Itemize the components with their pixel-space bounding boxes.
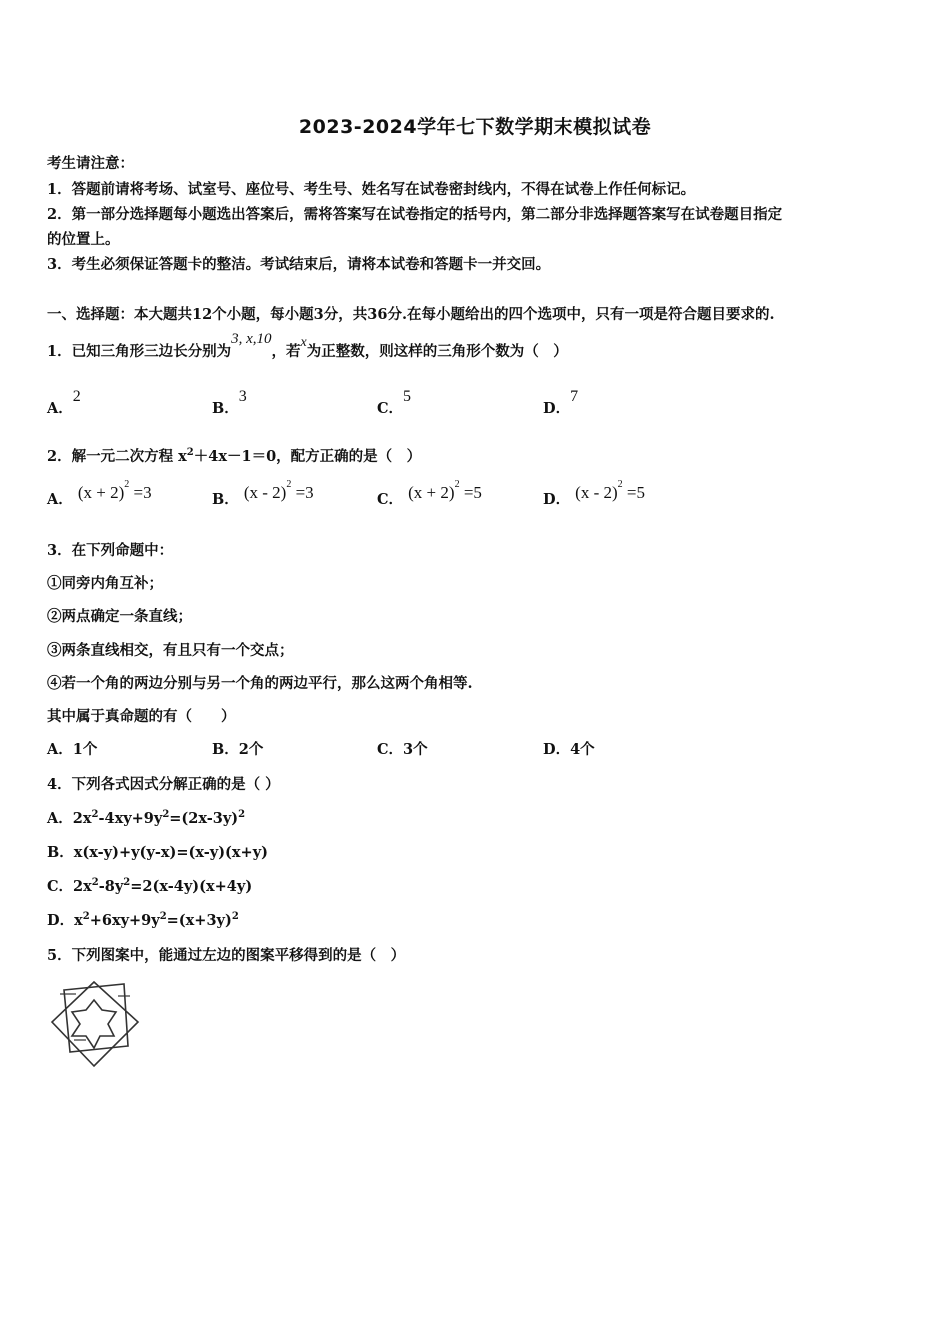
q2-option-b-exp: 2 xyxy=(286,479,292,491)
notice-item-3: 3．考生必须保证答题卡的整洁。考试结束后，请将本试卷和答题卡一并交回。 xyxy=(47,256,551,273)
q4-option-c-label: C． xyxy=(47,878,74,895)
q4-a-part: -4xy+9y xyxy=(98,810,163,827)
q1-prefix: 1．已知三角形三边长分别为 xyxy=(47,343,232,360)
q3-option-d-label: D． xyxy=(543,741,571,758)
q3-option-d-value: 4个 xyxy=(570,741,595,758)
q3-option-c-value: 3个 xyxy=(403,741,428,758)
q4-d-exp: 2 xyxy=(231,911,239,923)
q3-option-d[interactable] xyxy=(543,738,595,759)
q4-option-d-label: D． xyxy=(47,912,75,929)
q2-option-c[interactable] xyxy=(377,479,482,508)
q2-option-d-label: D． xyxy=(543,491,571,508)
q1-var: x xyxy=(300,335,307,350)
q2-option-a-label: A． xyxy=(47,491,73,508)
q3-option-a-value: 1个 xyxy=(72,741,98,758)
q2-option-b[interactable] xyxy=(212,479,314,508)
q4-option-a[interactable] xyxy=(47,807,245,828)
q2-option-c-label: C． xyxy=(377,491,404,508)
q4-d-part: x xyxy=(74,912,83,929)
section-heading: 一、选择题：本大题共12个小题，每小题3分，共36分.在每小题给出的四个选项中，只有一项是符合题目要求的. xyxy=(47,306,775,323)
q4-a-exp: 2 xyxy=(91,809,99,821)
q4-c-part: =2(x-4y)(x+4y) xyxy=(130,878,253,895)
q4-a-part: =(2x-3y) xyxy=(169,810,239,827)
q1-option-c[interactable] xyxy=(377,385,412,417)
q2-option-c-base: (x + 2) xyxy=(408,483,455,502)
q2-option-c-eq xyxy=(408,479,482,502)
q2-stem-exp: 2 xyxy=(186,447,194,459)
q2-option-a-base: (x + 2) xyxy=(77,483,125,502)
q4-a-exp: 2 xyxy=(238,809,246,821)
q3-option-b[interactable] xyxy=(212,738,263,759)
figure-inner-star xyxy=(72,1000,116,1048)
q4-d-exp: 2 xyxy=(82,911,90,923)
question-2-stem xyxy=(47,445,421,466)
q1-suffix: 为正整数，则这样的三角形个数为（ ） xyxy=(306,343,568,360)
q2-option-d-exp: 2 xyxy=(617,479,623,491)
q3-option-c[interactable] xyxy=(377,738,428,759)
q2-option-d[interactable] xyxy=(543,479,645,508)
q2-option-d-eq xyxy=(575,479,645,502)
star-pattern-figure xyxy=(46,976,146,1072)
q1-option-b[interactable] xyxy=(212,385,247,417)
q2-option-b-base: (x - 2) xyxy=(243,483,287,502)
q1-option-b-value: 3 xyxy=(238,388,247,405)
q3-option-a-label: A． xyxy=(47,741,73,758)
q1-mid: ，若 xyxy=(271,343,301,360)
q2-option-a-exp: 2 xyxy=(124,479,130,491)
q4-c-part: 2x xyxy=(73,878,92,895)
q2-option-b-rhs: =3 xyxy=(291,483,314,502)
notice-heading: 考生请注意： xyxy=(47,155,134,172)
q4-b-part: x(x-y)+y(y-x)=(x-y)(x+y) xyxy=(73,844,268,861)
q3-prop-4: ④若一个角的两边分别与另一个角的两边平行，那么这两个角相等. xyxy=(47,675,473,692)
q4-option-d[interactable] xyxy=(47,909,239,930)
q1-option-d-label: D． xyxy=(543,400,571,417)
q4-c-part: -8y xyxy=(98,878,124,895)
notice-item-2: 2．第一部分选择题每小题选出答案后，需将答案写在试卷指定的括号内，第二部分非选择题答案写在试卷题目指定 xyxy=(47,206,783,223)
q1-option-d-value: 7 xyxy=(570,388,579,405)
q3-prop-2: ②两点确定一条直线； xyxy=(47,608,192,625)
q4-option-b-label: B． xyxy=(47,844,74,861)
q4-a-part: 2x xyxy=(72,810,92,827)
q3-option-a[interactable] xyxy=(47,738,97,759)
notice-item-1: 1．答题前请将考场、试室号、座位号、考生号、姓名写在试卷密封线内，不得在试卷上作任何标记。 xyxy=(47,181,696,198)
q2-stem-prefix: 2．解一元二次方程 x xyxy=(47,448,187,465)
q3-option-b-value: 2个 xyxy=(238,741,264,758)
q3-question: 其中属于真命题的有（ ） xyxy=(47,708,236,725)
q4-d-part: +6xy+9y xyxy=(89,912,160,929)
q2-option-c-exp: 2 xyxy=(454,479,460,491)
question-3-stem: 3．在下列命题中： xyxy=(47,542,174,559)
question-5-stem: 5．下列图案中，能通过左边的图案平移得到的是（ ） xyxy=(47,947,406,964)
question-4-stem: 4．下列各式因式分解正确的是（ ） xyxy=(47,776,280,793)
q2-option-a-eq xyxy=(77,479,152,502)
q1-option-a[interactable] xyxy=(47,385,81,417)
q1-option-a-label: A． xyxy=(47,400,73,417)
q2-option-a[interactable] xyxy=(47,479,152,508)
q4-option-b[interactable] xyxy=(47,841,268,862)
q1-option-a-value: 2 xyxy=(72,388,81,405)
question-1-stem xyxy=(47,331,568,361)
q4-d-exp: 2 xyxy=(159,911,167,923)
q3-option-b-label: B． xyxy=(212,741,239,758)
q3-option-c-label: C． xyxy=(377,741,404,758)
q4-option-a-label: A． xyxy=(47,810,73,827)
q3-prop-3: ③两条直线相交，有且只有一个交点； xyxy=(47,642,294,659)
q1-sides: 3, x,10 xyxy=(231,331,272,347)
q2-option-b-eq xyxy=(243,479,314,502)
q1-option-c-value: 5 xyxy=(403,388,412,405)
q2-option-d-base: (x - 2) xyxy=(575,483,618,502)
q3-prop-1: ①同旁内角互补； xyxy=(47,575,163,592)
q2-stem-suffix: ＋4x－1＝0，配方正确的是（ ） xyxy=(193,448,422,465)
q2-option-a-rhs: =3 xyxy=(129,483,152,502)
q4-option-c[interactable] xyxy=(47,875,252,896)
q4-c-exp: 2 xyxy=(123,877,131,889)
q1-option-c-label: C． xyxy=(377,400,404,417)
q1-option-d[interactable] xyxy=(543,385,579,417)
q2-option-c-rhs: =5 xyxy=(459,483,482,502)
q2-option-d-rhs: =5 xyxy=(622,483,645,502)
q2-option-b-label: B． xyxy=(212,491,239,508)
q1-option-b-label: B． xyxy=(212,400,239,417)
q4-a-exp: 2 xyxy=(162,809,170,821)
notice-item-2-cont: 的位置上。 xyxy=(47,231,120,248)
q4-c-exp: 2 xyxy=(91,877,99,889)
page-title: 2023-2024学年七下数学期末模拟试卷 xyxy=(298,116,652,138)
q4-d-part: =(x+3y) xyxy=(166,912,232,929)
